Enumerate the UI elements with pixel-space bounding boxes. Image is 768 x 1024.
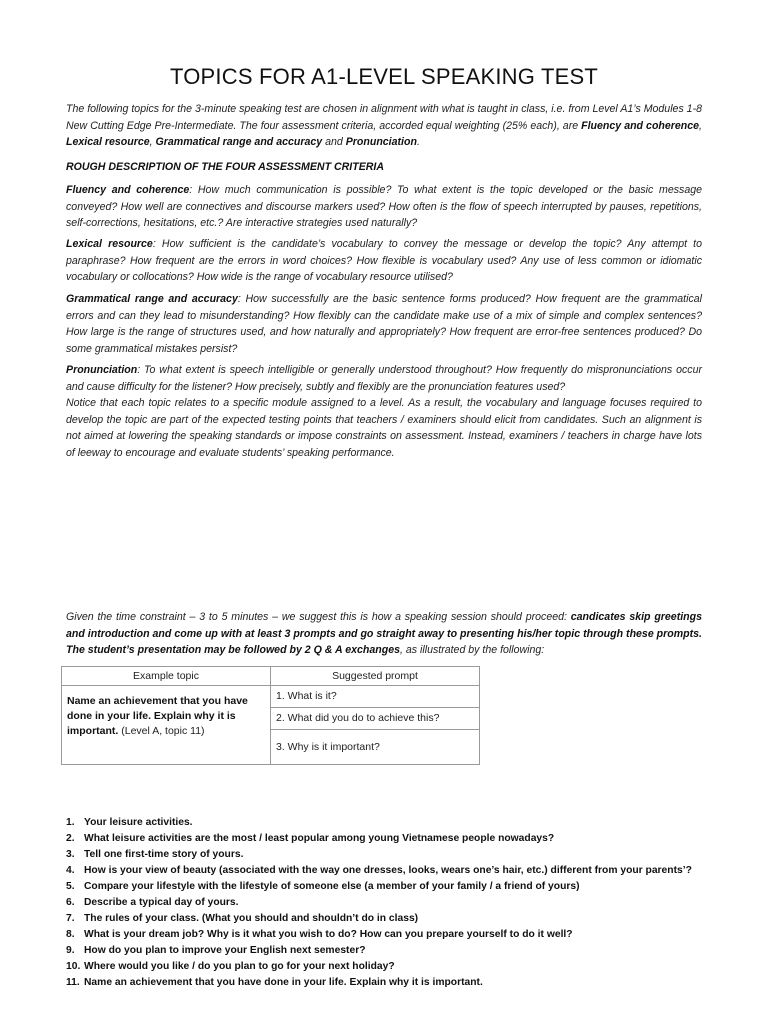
criterion-fluency-label: Fluency and coherence — [581, 119, 700, 132]
example-topic-note: (Level A, topic 11) — [118, 725, 205, 737]
criterion-lexical-label: Lexical resource — [66, 136, 150, 148]
header-suggested-prompt: Suggested prompt — [271, 667, 480, 686]
prompt-cell: 1. What is it? — [271, 686, 480, 708]
list-item — [66, 863, 706, 879]
criterion-description: : How sufficient is the candidate’s vocabulary to convey the message or develop the topic? Any attempt to paraphrase? How frequent are the errors in word choices? How flexible is vocabulary used? Any use of less common or idiomatic vocabulary or collocations? How wide is the range of vocabulary resource utilised? — [66, 238, 703, 283]
intro-paragraph: The following topics for the 3-minute speaking test are chosen in alignment with what is taught in class, i.e. from Level A1’s Modules 1-8 New Cutting Edge Pre-Intermediate. The four assessment criteria, accorded equal weighting (25% each), are Fluency and coherence, Lexical resource, Grammatical range and accuracy and Pronunciation. — [66, 103, 702, 148]
topic-text: What is your dream job? Why is it what you wish to do? How can you prepare yourself to do it well? — [84, 929, 573, 940]
topic-text: Compare your lifestyle with the lifestyle of someone else (a member of your family / a friend of yours) — [84, 881, 580, 892]
topic-text: Your leisure activities. — [84, 817, 193, 828]
criterion-lexical — [66, 236, 702, 286]
criterion-description: : To what extent is speech intelligible or generally understood throughout? How frequently do mispronunciations occur and cause difficulty for the listener? How precisely, subtly and flexibly are the pronunciation features used? — [66, 364, 702, 393]
example-table — [61, 666, 480, 765]
topic-number: 8. — [66, 929, 75, 940]
criterion-name: Fluency and coherence — [66, 184, 190, 196]
criterion-pronunciation-label: Pronunciation — [345, 136, 417, 148]
session-outro: , as illustrated by the following: — [399, 644, 545, 656]
topic-text: Where would you like / do you plan to go for your next holiday? — [84, 961, 395, 972]
topic-number: 2. — [66, 833, 75, 844]
list-item — [66, 879, 706, 895]
topic-list — [66, 815, 706, 991]
prompt-cell: 3. Why is it important? — [271, 730, 480, 765]
list-item — [66, 847, 706, 863]
list-item — [66, 943, 706, 959]
topic-text: How is your view of beauty (associated with the way one dresses, looks, wears one’s hair, etc.) different from your parents’? — [84, 865, 692, 876]
topic-number: 3. — [66, 849, 75, 860]
topic-text: The rules of your class. (What you should and shouldn’t do in class) — [84, 913, 419, 924]
topic-number: 11. — [66, 977, 80, 988]
example-topic-text: Name an achievement that you have done in your life. Explain why it is important. — [67, 695, 248, 737]
topic-number: 9. — [66, 945, 75, 956]
list-item — [66, 927, 706, 943]
example-table-row — [62, 686, 480, 708]
notice-text: Notice that each topic relates to a specific module assigned to a level. As a result, the vocabulary and language focuses required to develop the topic are part of the expected testing points that teachers / examiners should elicit from candidates. Such an alignment is not aimed at lowering the speaking standards or impose constraints on assessment. Instead, examiners / teachers in charge have lots of leeway to encourage and evaluate students’ speaking performance. — [66, 397, 702, 459]
criterion-name: Pronunciation — [66, 364, 138, 376]
topic-text: Tell one first-time story of yours. — [84, 849, 244, 860]
page-title: TOPICS FOR A1-LEVEL SPEAKING TEST — [170, 64, 598, 89]
criterion-name: Lexical resource — [66, 238, 153, 250]
topic-number: 7. — [66, 913, 75, 924]
criterion-grammar — [66, 291, 702, 357]
session-instructions: candicates skip greetings and introduction and come up with at least 3 prompts and go straight away to presenting his/her topic through these prompts. The student’s presentation may be followed by 2 Q & A exchanges — [66, 611, 702, 656]
example-table-header — [62, 667, 480, 686]
topic-text: How do you plan to improve your English next semester? — [84, 945, 366, 956]
criterion-description: : How successfully are the basic sentence forms produced? How frequent are the grammatical errors and can they lead to misunderstanding? How flexibly can the candidate make use of a mix of simple and complex sentences? How large is the range of structures used, and how naturally and appropriately? How frequent are error-free sentences produced? Do some grammatical mistakes persist? — [66, 293, 702, 355]
intro-text: The following topics for the 3-minute speaking test are chosen in alignment with what is taught in class, i.e. from Level A1’s Modules 1-8 New Cutting Edge Pre-Intermediate. The four assessment criteria, accorded equal weighting (25% each), are — [66, 103, 702, 132]
topic-number: 4. — [66, 865, 75, 876]
list-item — [66, 831, 706, 847]
session-intro: Given the time constraint – 3 to 5 minutes – we suggest this is how a speaking session should proceed: — [66, 611, 571, 623]
criterion-pronunciation — [66, 362, 702, 461]
intro-and: and — [322, 136, 346, 148]
session-paragraph — [66, 609, 702, 659]
topic-number: 5. — [66, 881, 75, 892]
topic-number: 10. — [66, 961, 81, 972]
list-item — [66, 815, 706, 831]
header-example-topic: Example topic — [62, 667, 271, 686]
criterion-description: : How much communication is possible? To what extent is the topic developed or the basic message conveyed? How well are connectives and discourse markers used? How often is the flow of speech interrupted by pauses, repetitions, self-corrections, hesitations, etc.? Are interactive strategies used naturally? — [66, 184, 702, 229]
list-item — [66, 975, 706, 991]
prompt-cell: 2. What did you do to achieve this? — [271, 708, 480, 730]
criterion-grammar-label: Grammatical range and accuracy — [155, 136, 323, 148]
topic-number: 1. — [66, 817, 75, 828]
topic-number: 6. — [66, 897, 75, 908]
list-item — [66, 911, 706, 927]
criteria-heading: ROUGH DESCRIPTION OF THE FOUR ASSESSMENT CRITERIA — [66, 161, 385, 173]
topic-text: Describe a typical day of yours. — [84, 897, 239, 908]
example-topic-cell — [62, 686, 271, 765]
topic-text: Name an achievement that you have done in your life. Explain why it is important. — [84, 977, 483, 988]
criterion-name: Grammatical range and accuracy — [66, 293, 238, 305]
list-item — [66, 895, 706, 911]
topic-text: What leisure activities are the most / least popular among young Vietnamese people nowadays? — [84, 833, 555, 844]
criterion-fluency — [66, 182, 702, 232]
list-item — [66, 959, 706, 975]
